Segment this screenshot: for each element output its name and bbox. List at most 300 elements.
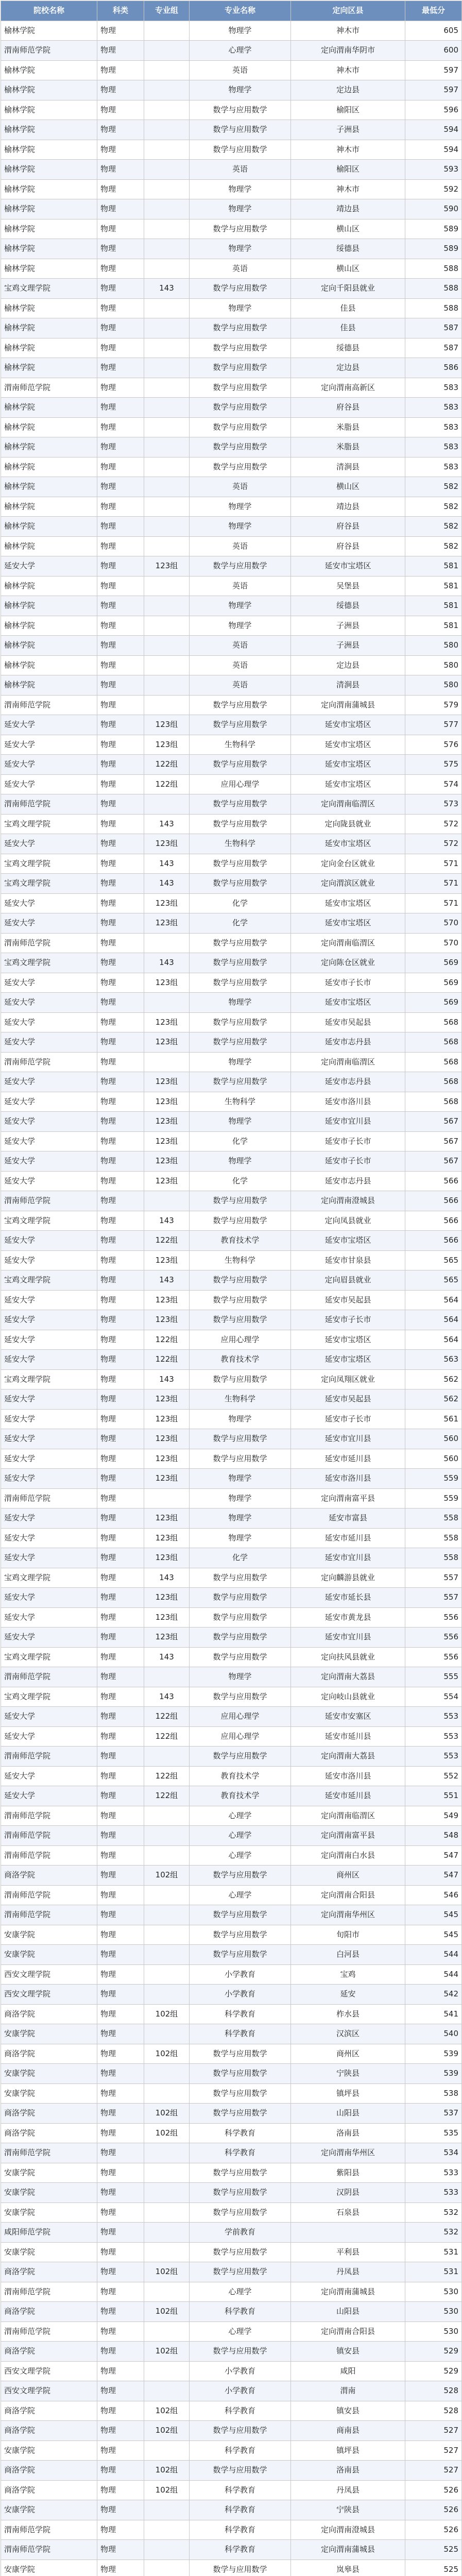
table-row — [1, 1350, 462, 1370]
group-cell: 102组 — [144, 2461, 190, 2481]
group-cell — [144, 2560, 190, 2576]
major-cell: 数学与应用数学 — [190, 1647, 291, 1667]
table-row — [1, 2183, 462, 2203]
major-cell: 数学与应用数学 — [190, 1211, 291, 1231]
major-cell: 数学与应用数学 — [190, 1191, 291, 1211]
subject-cell: 物理 — [97, 120, 144, 140]
min-score-cell: 592 — [405, 179, 462, 199]
major-cell: 数学与应用数学 — [190, 100, 291, 120]
district-cell: 清涧县 — [291, 457, 405, 477]
district-cell: 延安市宜川县 — [291, 1548, 405, 1568]
major-cell: 化学 — [190, 1548, 291, 1568]
district-cell: 丹凤县 — [291, 2262, 405, 2282]
min-score-cell: 526 — [405, 2520, 462, 2540]
group-cell: 122组 — [144, 1231, 190, 1251]
major-cell: 教育技术学 — [190, 1350, 291, 1370]
min-score-cell: 556 — [405, 1607, 462, 1628]
table-row — [1, 2500, 462, 2520]
group-cell: 123组 — [144, 1092, 190, 1112]
district-cell: 定边县 — [291, 358, 405, 378]
table-row — [1, 1766, 462, 1786]
table-row — [1, 100, 462, 120]
subject-cell: 物理 — [97, 2262, 144, 2282]
min-score-cell: 583 — [405, 457, 462, 477]
major-cell: 数学与应用数学 — [190, 2560, 291, 2576]
school-cell: 延安大学 — [1, 1290, 97, 1310]
table-row — [1, 1231, 462, 1251]
min-score-cell: 552 — [405, 1766, 462, 1786]
major-cell: 物理学 — [190, 1409, 291, 1429]
district-cell: 定向凤县就业 — [291, 1211, 405, 1231]
major-cell: 教育技术学 — [190, 1766, 291, 1786]
min-score-cell: 544 — [405, 1945, 462, 1965]
table-row — [1, 2401, 462, 2421]
school-cell: 榆林学院 — [1, 179, 97, 199]
district-cell: 延安市延川县 — [291, 1528, 405, 1548]
school-cell: 宝鸡文理学院 — [1, 874, 97, 894]
subject-cell: 物理 — [97, 893, 144, 913]
min-score-cell: 542 — [405, 1985, 462, 2005]
school-cell: 榆林学院 — [1, 517, 97, 537]
group-cell — [144, 298, 190, 318]
min-score-cell: 525 — [405, 2540, 462, 2560]
group-cell — [144, 2024, 190, 2044]
major-cell: 物理学 — [190, 239, 291, 259]
table-row — [1, 2104, 462, 2124]
table-row — [1, 378, 462, 398]
group-cell: 123组 — [144, 1171, 190, 1191]
district-cell: 山阳县 — [291, 2302, 405, 2322]
district-cell: 宁陕县 — [291, 2064, 405, 2084]
table-row — [1, 279, 462, 299]
group-cell: 143 — [144, 1211, 190, 1231]
table-row — [1, 517, 462, 537]
group-cell — [144, 437, 190, 457]
major-cell: 英语 — [190, 675, 291, 696]
min-score-cell: 571 — [405, 893, 462, 913]
subject-cell: 物理 — [97, 953, 144, 973]
school-cell: 安康学院 — [1, 1945, 97, 1965]
table-row — [1, 2143, 462, 2163]
major-cell: 物理学 — [190, 497, 291, 517]
school-cell: 商洛学院 — [1, 2044, 97, 2064]
table-row — [1, 556, 462, 577]
min-score-cell: 529 — [405, 2361, 462, 2381]
major-cell: 英语 — [190, 636, 291, 656]
min-score-cell: 567 — [405, 1151, 462, 1172]
min-score-cell: 566 — [405, 1211, 462, 1231]
min-score-cell: 530 — [405, 2302, 462, 2322]
district-cell: 宝鸡 — [291, 1964, 405, 1985]
subject-cell: 物理 — [97, 556, 144, 577]
school-cell: 延安大学 — [1, 1231, 97, 1251]
major-cell: 数学与应用数学 — [190, 2044, 291, 2064]
major-cell: 英语 — [190, 160, 291, 180]
major-cell: 数学与应用数学 — [190, 1032, 291, 1053]
major-cell: 英语 — [190, 576, 291, 596]
district-cell: 定边县 — [291, 655, 405, 675]
min-score-cell: 572 — [405, 834, 462, 854]
group-cell: 123组 — [144, 1112, 190, 1132]
table-row — [1, 2302, 462, 2322]
district-cell: 定向渭南临渭区 — [291, 933, 405, 953]
table-row — [1, 913, 462, 934]
school-cell: 安康学院 — [1, 2242, 97, 2262]
group-cell: 123组 — [144, 1548, 190, 1568]
group-cell: 122组 — [144, 1350, 190, 1370]
district-cell: 定向渭南蒲城县 — [291, 2282, 405, 2302]
group-cell — [144, 239, 190, 259]
min-score-cell: 526 — [405, 2500, 462, 2520]
table-row — [1, 1369, 462, 1389]
major-cell: 科学教育 — [190, 2004, 291, 2024]
school-cell: 安康学院 — [1, 2500, 97, 2520]
table-row — [1, 1667, 462, 1687]
min-score-cell: 565 — [405, 1250, 462, 1270]
table-row — [1, 2560, 462, 2576]
min-score-cell: 564 — [405, 1330, 462, 1350]
major-cell: 化学 — [190, 1131, 291, 1151]
school-cell: 宝鸡文理学院 — [1, 279, 97, 299]
district-cell: 延安市宝塔区 — [291, 774, 405, 794]
min-score-cell: 574 — [405, 774, 462, 794]
school-cell: 榆林学院 — [1, 477, 97, 497]
district-cell: 定向渭南华州区 — [291, 1905, 405, 1925]
group-cell — [144, 655, 190, 675]
group-cell — [144, 338, 190, 358]
district-cell: 镇坪县 — [291, 2441, 405, 2461]
min-score-cell: 597 — [405, 80, 462, 100]
school-cell: 榆林学院 — [1, 80, 97, 100]
subject-cell: 物理 — [97, 2183, 144, 2203]
table-row — [1, 2421, 462, 2441]
group-cell — [144, 1826, 190, 1846]
group-cell — [144, 1052, 190, 1072]
district-cell: 柞水县 — [291, 2004, 405, 2024]
table-row — [1, 1528, 462, 1548]
group-cell — [144, 457, 190, 477]
major-cell: 教育技术学 — [190, 1786, 291, 1806]
subject-cell: 物理 — [97, 913, 144, 934]
major-cell: 心理学 — [190, 1845, 291, 1866]
school-cell: 榆林学院 — [1, 298, 97, 318]
group-cell — [144, 636, 190, 656]
table-row — [1, 2202, 462, 2223]
min-score-cell: 588 — [405, 259, 462, 279]
subject-cell: 物理 — [97, 2381, 144, 2401]
subject-cell: 物理 — [97, 2480, 144, 2500]
district-cell: 紫阳县 — [291, 2163, 405, 2183]
district-cell: 定向渭南临渭区 — [291, 1052, 405, 1072]
group-cell — [144, 2321, 190, 2342]
school-cell: 安康学院 — [1, 2064, 97, 2084]
district-cell: 定向渭南富平县 — [291, 1488, 405, 1509]
district-cell: 延安市延川县 — [291, 1449, 405, 1469]
major-cell: 数学与应用数学 — [190, 1905, 291, 1925]
school-cell: 渭南师范学院 — [1, 1885, 97, 1905]
district-cell: 定向渭南富平县 — [291, 1826, 405, 1846]
min-score-cell: 575 — [405, 755, 462, 775]
school-cell: 延安大学 — [1, 1151, 97, 1172]
group-cell — [144, 536, 190, 556]
subject-cell: 物理 — [97, 774, 144, 794]
major-cell: 数学与应用数学 — [190, 1449, 291, 1469]
subject-cell: 物理 — [97, 298, 144, 318]
major-cell: 物理学 — [190, 517, 291, 537]
district-cell: 延安市志丹县 — [291, 1072, 405, 1092]
table-row — [1, 417, 462, 437]
subject-cell: 物理 — [97, 1369, 144, 1389]
subject-cell: 物理 — [97, 2421, 144, 2441]
major-cell: 英语 — [190, 536, 291, 556]
group-cell — [144, 160, 190, 180]
table-row — [1, 219, 462, 239]
group-cell — [144, 259, 190, 279]
subject-cell: 物理 — [97, 1905, 144, 1925]
min-score-cell: 600 — [405, 41, 462, 61]
major-cell: 英语 — [190, 477, 291, 497]
major-cell: 数学与应用数学 — [190, 358, 291, 378]
min-score-cell: 535 — [405, 2123, 462, 2143]
district-cell: 绥德县 — [291, 338, 405, 358]
major-cell: 物理学 — [190, 1151, 291, 1172]
table-row — [1, 1866, 462, 1886]
subject-cell: 物理 — [97, 199, 144, 219]
school-cell: 商洛学院 — [1, 2401, 97, 2421]
district-cell: 定向渭滨区就业 — [291, 874, 405, 894]
table-row — [1, 1628, 462, 1648]
table-row — [1, 199, 462, 219]
group-cell: 123组 — [144, 1469, 190, 1489]
major-cell: 物理学 — [190, 1469, 291, 1489]
school-cell: 延安大学 — [1, 1469, 97, 1489]
district-cell: 延安市宝塔区 — [291, 1350, 405, 1370]
school-cell: 延安大学 — [1, 1449, 97, 1469]
table-row — [1, 1985, 462, 2005]
table-row — [1, 874, 462, 894]
group-cell: 123组 — [144, 1588, 190, 1608]
group-cell: 143 — [144, 1647, 190, 1667]
header-min-score: 最低分 — [405, 1, 462, 21]
table-row — [1, 1806, 462, 1826]
district-cell: 咸阳 — [291, 2361, 405, 2381]
subject-cell: 物理 — [97, 675, 144, 696]
subject-cell: 物理 — [97, 2560, 144, 2576]
min-score-cell: 561 — [405, 1409, 462, 1429]
table-row — [1, 1290, 462, 1310]
district-cell: 榆阳区 — [291, 160, 405, 180]
table-row — [1, 41, 462, 61]
major-cell: 科学教育 — [190, 2540, 291, 2560]
major-cell: 科学教育 — [190, 2401, 291, 2421]
table-row — [1, 675, 462, 696]
school-cell: 延安大学 — [1, 1250, 97, 1270]
group-cell: 123组 — [144, 1509, 190, 1529]
table-row — [1, 814, 462, 834]
table-row — [1, 179, 462, 199]
group-cell — [144, 576, 190, 596]
school-cell: 西安文理学院 — [1, 1964, 97, 1985]
table-row — [1, 1607, 462, 1628]
district-cell: 延安市宝塔区 — [291, 1231, 405, 1251]
min-score-cell: 545 — [405, 1905, 462, 1925]
subject-cell: 物理 — [97, 318, 144, 338]
district-cell: 吴堡县 — [291, 576, 405, 596]
school-cell: 延安大学 — [1, 1330, 97, 1350]
major-cell: 数学与应用数学 — [190, 2342, 291, 2362]
school-cell: 榆林学院 — [1, 576, 97, 596]
major-cell: 数学与应用数学 — [190, 1747, 291, 1767]
school-cell: 延安大学 — [1, 715, 97, 735]
district-cell: 绥德县 — [291, 596, 405, 616]
school-cell: 延安大学 — [1, 1429, 97, 1449]
major-cell: 应用心理学 — [190, 1726, 291, 1747]
major-cell: 数学与应用数学 — [190, 318, 291, 338]
district-cell: 延安市吴起县 — [291, 1012, 405, 1032]
district-cell: 延安市志丹县 — [291, 1032, 405, 1053]
district-cell: 靖边县 — [291, 199, 405, 219]
subject-cell: 物理 — [97, 1806, 144, 1826]
group-cell: 102组 — [144, 2044, 190, 2064]
district-cell: 镇安县 — [291, 2401, 405, 2421]
major-cell: 数学与应用数学 — [190, 398, 291, 418]
major-cell: 数学与应用数学 — [190, 1290, 291, 1310]
subject-cell: 物理 — [97, 1528, 144, 1548]
table-row — [1, 1726, 462, 1747]
table-row — [1, 338, 462, 358]
table-row — [1, 715, 462, 735]
district-cell: 延安市延长县 — [291, 1588, 405, 1608]
district-cell: 定向渭南大荔县 — [291, 1747, 405, 1767]
group-cell — [144, 2163, 190, 2183]
subject-cell: 物理 — [97, 1885, 144, 1905]
table-row — [1, 1072, 462, 1092]
district-cell: 汉阴县 — [291, 2183, 405, 2203]
major-cell: 数学与应用数学 — [190, 755, 291, 775]
min-score-cell: 589 — [405, 239, 462, 259]
subject-cell: 物理 — [97, 834, 144, 854]
school-cell: 渭南师范学院 — [1, 695, 97, 715]
major-cell: 生物科学 — [190, 1389, 291, 1410]
major-cell: 数学与应用数学 — [190, 1588, 291, 1608]
school-cell: 宝鸡文理学院 — [1, 1687, 97, 1707]
district-cell: 平利县 — [291, 2242, 405, 2262]
group-cell: 122组 — [144, 1766, 190, 1786]
min-score-cell: 587 — [405, 338, 462, 358]
school-cell: 榆林学院 — [1, 536, 97, 556]
district-cell: 绥德县 — [291, 239, 405, 259]
table-row — [1, 1191, 462, 1211]
header-subject: 科类 — [97, 1, 144, 21]
district-cell: 定向麟游县就业 — [291, 1568, 405, 1588]
group-cell — [144, 2381, 190, 2401]
table-row — [1, 2480, 462, 2500]
subject-cell: 物理 — [97, 973, 144, 993]
table-row — [1, 1270, 462, 1291]
table-row — [1, 2520, 462, 2540]
subject-cell: 物理 — [97, 2024, 144, 2044]
group-cell: 123组 — [144, 1250, 190, 1270]
district-cell: 丹凤县 — [291, 2480, 405, 2500]
major-cell: 小学教育 — [190, 1985, 291, 2005]
min-score-cell: 579 — [405, 695, 462, 715]
subject-cell: 物理 — [97, 1488, 144, 1509]
school-cell: 延安大学 — [1, 1032, 97, 1053]
subject-cell: 物理 — [97, 1211, 144, 1231]
major-cell: 数学与应用数学 — [190, 457, 291, 477]
major-cell: 数学与应用数学 — [190, 2104, 291, 2124]
group-cell — [144, 933, 190, 953]
subject-cell: 物理 — [97, 1985, 144, 2005]
group-cell — [144, 616, 190, 636]
subject-cell: 物理 — [97, 417, 144, 437]
subject-cell: 物理 — [97, 2064, 144, 2084]
major-cell: 应用心理学 — [190, 1707, 291, 1727]
school-cell: 延安大学 — [1, 1131, 97, 1151]
group-cell: 123组 — [144, 1628, 190, 1648]
district-cell: 定向陇县就业 — [291, 814, 405, 834]
school-cell: 商洛学院 — [1, 2461, 97, 2481]
group-cell — [144, 60, 190, 80]
group-cell — [144, 1747, 190, 1767]
district-cell: 延安市富县 — [291, 1509, 405, 1529]
header-district: 定向区县 — [291, 1, 405, 21]
group-cell — [144, 140, 190, 160]
subject-cell: 物理 — [97, 1707, 144, 1727]
table-row — [1, 2441, 462, 2461]
school-cell: 商洛学院 — [1, 2123, 97, 2143]
subject-cell: 物理 — [97, 219, 144, 239]
group-cell — [144, 675, 190, 696]
school-cell: 安康学院 — [1, 2163, 97, 2183]
district-cell: 延安市宝塔区 — [291, 755, 405, 775]
subject-cell: 物理 — [97, 1449, 144, 1469]
district-cell: 米脂县 — [291, 417, 405, 437]
group-cell: 123组 — [144, 1131, 190, 1151]
min-score-cell: 556 — [405, 1647, 462, 1667]
subject-cell: 物理 — [97, 636, 144, 656]
subject-cell: 物理 — [97, 1389, 144, 1410]
subject-cell: 物理 — [97, 1171, 144, 1191]
district-cell: 延安市宜川县 — [291, 1429, 405, 1449]
major-cell: 数学与应用数学 — [190, 953, 291, 973]
subject-cell: 物理 — [97, 1509, 144, 1529]
subject-cell: 物理 — [97, 536, 144, 556]
school-cell: 榆林学院 — [1, 437, 97, 457]
min-score-cell: 534 — [405, 2143, 462, 2163]
min-score-cell: 545 — [405, 1925, 462, 1945]
district-cell: 延安市甘泉县 — [291, 1250, 405, 1270]
school-cell: 延安大学 — [1, 1409, 97, 1429]
district-cell: 延安市宝塔区 — [291, 834, 405, 854]
min-score-cell: 594 — [405, 120, 462, 140]
major-cell: 科学教育 — [190, 2520, 291, 2540]
school-cell: 榆林学院 — [1, 636, 97, 656]
min-score-cell: 540 — [405, 2024, 462, 2044]
school-cell: 榆林学院 — [1, 675, 97, 696]
group-cell: 143 — [144, 953, 190, 973]
table-row — [1, 2064, 462, 2084]
school-cell: 渭南师范学院 — [1, 1667, 97, 1687]
district-cell: 延安市宝塔区 — [291, 735, 405, 755]
district-cell: 定向眉县就业 — [291, 1270, 405, 1291]
major-cell: 物理学 — [190, 1667, 291, 1687]
district-cell: 洛南县 — [291, 2461, 405, 2481]
district-cell: 石泉县 — [291, 2202, 405, 2223]
subject-cell: 物理 — [97, 80, 144, 100]
subject-cell: 物理 — [97, 2540, 144, 2560]
subject-cell: 物理 — [97, 398, 144, 418]
